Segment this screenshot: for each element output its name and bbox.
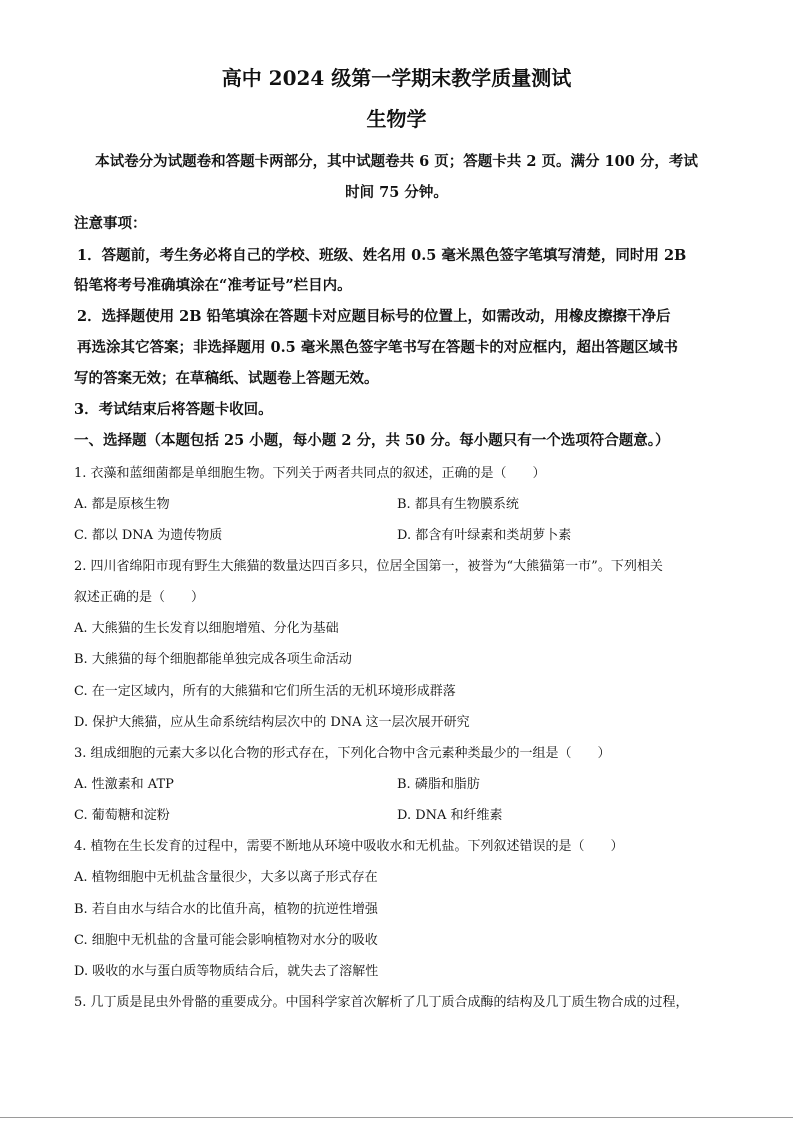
q3-stem: 3. 组成细胞的元素大多以化合物的形式存在，下列化合物中含元素种类最少的一组是（ ） bbox=[74, 746, 611, 761]
q2-option-b: B. 大熊猫的每个细胞都能单独完成各项生命活动 bbox=[74, 652, 352, 667]
q1-option-c: C. 都以 DNA 为遗传物质 bbox=[74, 528, 223, 543]
q2-option-c: C. 在一定区域内，所有的大熊猫和它们所生活的无机环境形成群落 bbox=[74, 684, 456, 699]
exam-title: 高中 2024 级第一学期末教学质量测试 bbox=[221, 66, 572, 90]
q4-stem: 4. 植物在生长发育的过程中，需要不断地从环境中吸收水和无机盐。下列叙述错误的是（ ） bbox=[74, 839, 624, 854]
q2-option-a: A. 大熊猫的生长发育以细胞增殖、分化为基础 bbox=[74, 621, 339, 636]
note-1-line-1: 1．答题前，考生务必将自己的学校、班级、姓名用 0.5 毫米黑色签字笔填写清楚，同时用 2B bbox=[77, 247, 687, 264]
note-2-line-2: 再选涂其它答案；非选择题用 0.5 毫米黑色签字笔书写在答题卡的对应框内，超出答题区域书 bbox=[77, 339, 678, 356]
q3-option-b: B. 磷脂和脂肪 bbox=[397, 777, 480, 792]
q2-option-d: D. 保护大熊猫，应从生命系统结构层次中的 DNA 这一层次展开研究 bbox=[74, 715, 470, 730]
note-3: 3．考试结束后将答题卡收回。 bbox=[74, 401, 273, 418]
q1-option-b: B. 都具有生物膜系统 bbox=[397, 497, 519, 512]
intro-line-1: 本试卷分为试题卷和答题卡两部分，其中试题卷共 6 页；答题卡共 2 页。满分 100 分，考试 bbox=[95, 153, 698, 170]
note-2-line-1: 2．选择题使用 2B 铅笔填涂在答题卡对应题目标号的位置上，如需改动，用橡皮擦擦干净后 bbox=[77, 308, 671, 325]
q2-stem-line-1: 2. 四川省绵阳市现有野生大熊猫的数量达四百多只，位居全国第一，被誉为“大熊猫第一市”。下列相关 bbox=[74, 559, 663, 574]
q3-option-a: A. 性激素和 ATP bbox=[74, 777, 174, 792]
q3-option-c: C. 葡萄糖和淀粉 bbox=[74, 808, 170, 823]
q1-stem: 1. 衣藻和蓝细菌都是单细胞生物。下列关于两者共同点的叙述，正确的是（ ） bbox=[74, 466, 546, 481]
notes-heading: 注意事项： bbox=[74, 215, 147, 232]
q4-option-b: B. 若自由水与结合水的比值升高，植物的抗逆性增强 bbox=[74, 902, 378, 917]
q1-option-d: D. 都含有叶绿素和类胡萝卜素 bbox=[397, 528, 572, 543]
q1-option-a: A. 都是原核生物 bbox=[74, 497, 170, 512]
q2-stem-line-2: 叙述正确的是（ ） bbox=[74, 590, 205, 605]
section-1-heading: 一、选择题（本题包括 25 小题，每小题 2 分，共 50 分。每小题只有一个选项符合题意。） bbox=[74, 432, 670, 449]
intro-line-2: 时间 75 分钟。 bbox=[345, 184, 448, 201]
note-2-line-3: 写的答案无效；在草稿纸、试题卷上答题无效。 bbox=[74, 370, 379, 387]
exam-subject: 生物学 bbox=[366, 107, 427, 131]
note-1-line-2: 铅笔将考号准确填涂在“准考证号”栏目内。 bbox=[74, 277, 352, 294]
q5-stem-line-1: 5. 几丁质是昆虫外骨骼的重要成分。中国科学家首次解析了几丁质合成酶的结构及几丁质生物合成的过程， bbox=[74, 995, 689, 1010]
q4-option-d: D. 吸收的水与蛋白质等物质结合后，就失去了溶解性 bbox=[74, 964, 379, 979]
q4-option-a: A. 植物细胞中无机盐含量很少，大多以离子形式存在 bbox=[74, 870, 378, 885]
q4-option-c: C. 细胞中无机盐的含量可能会影响植物对水分的吸收 bbox=[74, 933, 378, 948]
page-bottom-rule bbox=[0, 1117, 793, 1118]
q3-option-d: D. DNA 和纤维素 bbox=[397, 808, 503, 823]
